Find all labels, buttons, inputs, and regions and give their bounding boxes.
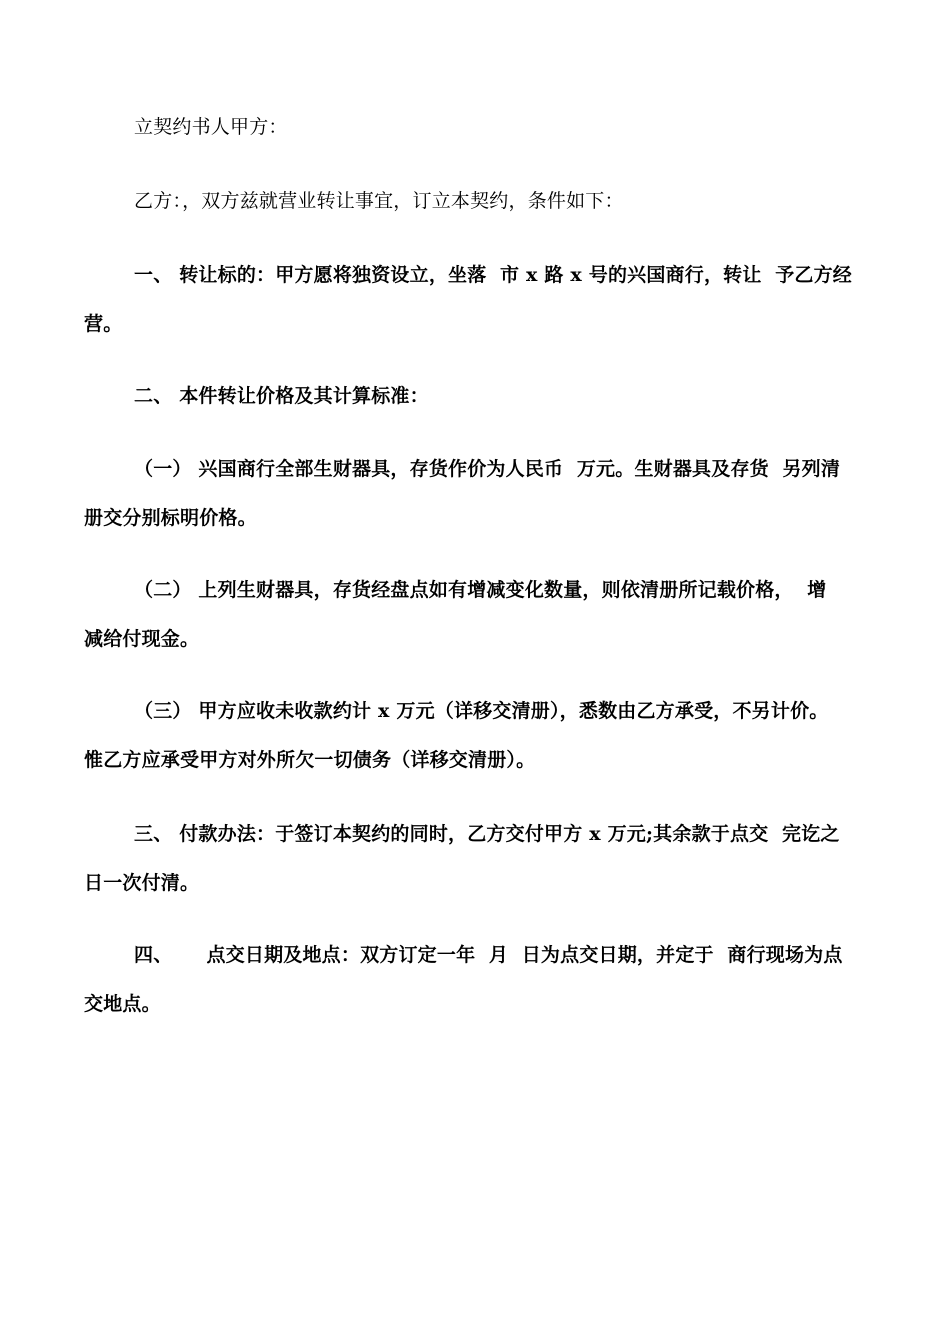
clause-2-item-1-line-2: 册交分别标明价格。 xyxy=(84,507,257,529)
clause-2-heading: 二、 本件转让价格及其计算标准： xyxy=(134,385,429,407)
clause-3-line-2: 日一次付清。 xyxy=(84,872,200,894)
clause-3-line-1: 三、 付款办法：于签订本契约的同时，乙方交付甲方 x 万元;其余款于点交 完讫之 xyxy=(134,823,840,845)
clause-1-line-2: 营。 xyxy=(84,313,123,335)
clause-1-line-1: 一、 转让标的：甲方愿将独资设立，坐落 市 x 路 x 号的兴国商行，转让 予乙方经 xyxy=(134,264,852,286)
clause-2-item-2-line-2: 减给付现金。 xyxy=(84,628,200,650)
clause-4-line-2: 交地点。 xyxy=(84,993,161,1015)
clause-2-item-3-line-2: 惟乙方应承受甲方对外所欠一切债务（详移交清册）。 xyxy=(84,749,536,771)
clause-2-item-2-line-1: （二） 上列生财器具，存货经盘点如有增减变化数量，则依清册所记载价格， 增 xyxy=(134,579,827,601)
party-b-line: 乙方：，双方兹就营业转让事宜，订立本契约，条件如下： xyxy=(134,190,624,212)
clause-2-item-3-line-1: （三） 甲方应收未收款约计 x 万元（详移交清册），悉数由乙方承受，不另计价。 xyxy=(134,700,829,722)
party-a-line: 立契约书人甲方： xyxy=(134,116,288,138)
clause-2-item-1-line-1: （一） 兴国商行全部生财器具，存货作价为人民币 万元。生财器具及存货 另列清 xyxy=(134,458,841,480)
clause-4-line-1: 四、 点交日期及地点：双方订定一年 月 日为点交日期，并定于 商行现场为点 xyxy=(134,944,843,966)
